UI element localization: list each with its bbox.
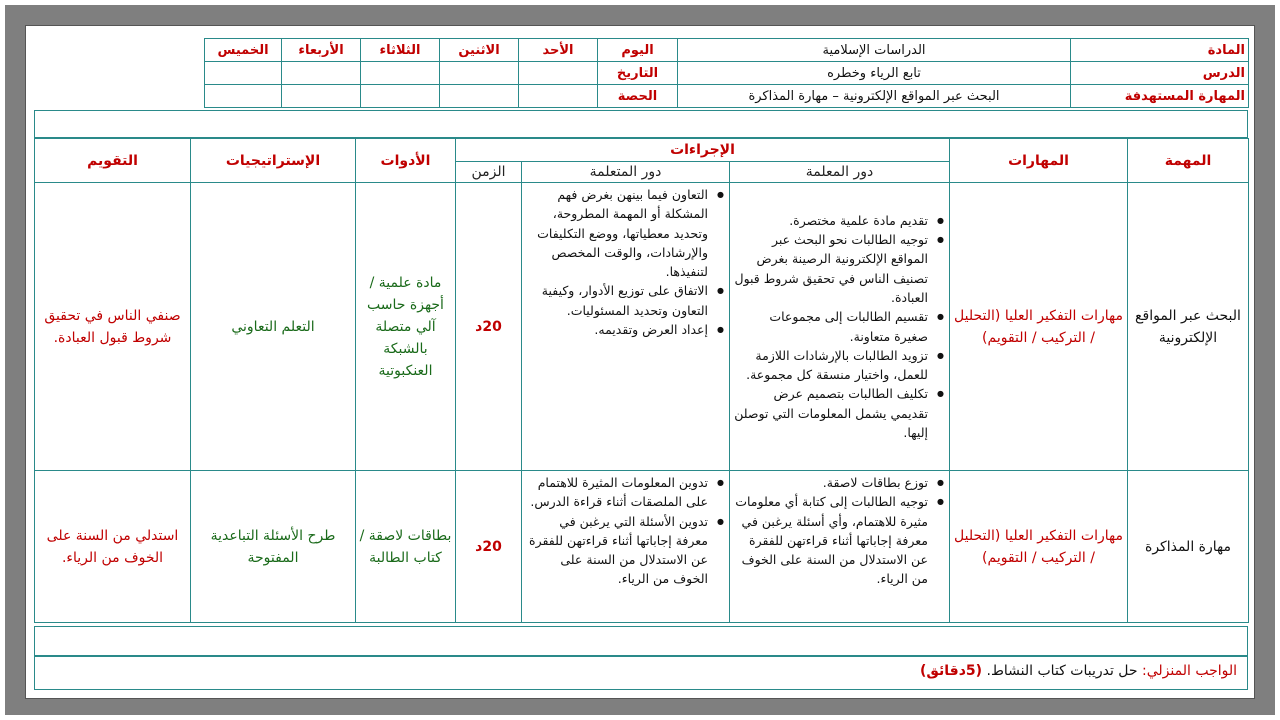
subject-label: المادة: [1071, 39, 1249, 62]
target-skill-label: المهارة المستهدفة: [1071, 85, 1249, 108]
task-cell: مهارة المذاكرة: [1128, 471, 1249, 623]
procedures-table: [34, 138, 1249, 623]
day-label: اليوم: [598, 39, 678, 62]
student-role-cell: [522, 183, 730, 471]
list-item: ● توجيه الطالبات إلى كتابة أي معلومات مثيرة للاهتمام، وأي أسئلة يرغبن في معرفة إجاباتها أثناء قراءتهن للفقرة عن الاستدلال من السنة على الخوف من الرياء.: [733, 492, 928, 588]
header-spacer: [34, 110, 1248, 138]
teacher-role-cell: [730, 183, 950, 471]
period-cell: [519, 85, 598, 108]
list-item: ● تقسيم الطالبات إلى مجموعات صغيرة متعاونة.: [733, 307, 928, 346]
task-cell: البحث عبر المواقع الإلكترونية: [1128, 183, 1249, 471]
skills-cell: مهارات التفكير العليا (التحليل / التركيب / التقويم): [950, 183, 1128, 471]
date-cell: [282, 62, 361, 85]
day-tuesday: الثلاثاء: [361, 39, 440, 62]
lesson-label: الدرس: [1071, 62, 1249, 85]
date-label: التاريخ: [598, 62, 678, 85]
page-frame: [5, 5, 1275, 715]
period-cell: [282, 85, 361, 108]
period-cell: [440, 85, 519, 108]
evaluation-cell: استدلي من السنة على الخوف من الرياء.: [35, 471, 191, 623]
list-item: ● الاتفاق على توزيع الأدوار، وكيفية التعاون وتحديد المسئوليات.: [525, 281, 708, 320]
tools-cell: بطاقات لاصقة / كتاب الطالبة: [356, 471, 456, 623]
period-label: الحصة: [598, 85, 678, 108]
col-student-role: دور المتعلمة: [522, 162, 730, 183]
subject-value: الدراسات الإسلامية: [678, 39, 1071, 62]
list-item: ● تدوين المعلومات المثيرة للاهتمام على الملصقات أثناء قراءة الدرس.: [525, 473, 708, 512]
teacher-role-cell: [730, 471, 950, 623]
time-cell: 20د: [456, 183, 522, 471]
list-item: ● تزويد الطالبات بالإرشادات اللازمة للعمل، واختيار منسقة كل مجموعة.: [733, 346, 928, 385]
homework-duration: (5دقائق): [920, 663, 983, 679]
header-table: [34, 38, 1249, 108]
lesson-value: تابع الرياء وخطره: [678, 62, 1071, 85]
student-role-cell: [522, 471, 730, 623]
day-monday: الاثنين: [440, 39, 519, 62]
col-procedures: الإجراءات: [456, 139, 950, 162]
col-tools: الأدوات: [356, 139, 456, 183]
col-skills: المهارات: [950, 139, 1128, 183]
col-evaluation: التقويم: [35, 139, 191, 183]
list-item: ● تقديم مادة علمية مختصرة.: [733, 211, 928, 230]
tools-cell: مادة علمية / أجهزة حاسب آلي متصلة بالشبكة العنكبوتية: [356, 183, 456, 471]
col-strategies: الإستراتيجيات: [191, 139, 356, 183]
list-item: ● إعداد العرض وتقديمه.: [525, 320, 708, 339]
date-cell: [205, 62, 282, 85]
strategy-cell: التعلم التعاوني: [191, 183, 356, 471]
day-sunday: الأحد: [519, 39, 598, 62]
date-cell: [361, 62, 440, 85]
evaluation-cell: صنفي الناس في تحقيق شروط قبول العبادة.: [35, 183, 191, 471]
homework-label: الواجب المنزلي:: [1142, 663, 1237, 679]
target-skill-value: البحث عبر المواقع الإلكترونية – مهارة المذاكرة: [678, 85, 1071, 108]
col-teacher-role: دور المعلمة: [730, 162, 950, 183]
day-wednesday: الأربعاء: [282, 39, 361, 62]
homework-text: حل تدريبات كتاب النشاط.: [986, 663, 1138, 679]
table-row: [35, 471, 1249, 623]
list-item: ● توزع بطاقات لاصقة.: [733, 473, 928, 492]
day-thursday: الخميس: [205, 39, 282, 62]
footer-spacer: [34, 626, 1248, 656]
period-cell: [205, 85, 282, 108]
list-item: ● تكليف الطالبات بتصميم عرض تقديمي يشمل المعلومات التي توصلن إليها.: [733, 384, 928, 442]
table-row: [35, 183, 1249, 471]
col-time: الزمن: [456, 162, 522, 183]
list-item: ● تدوين الأسئلة التي يرغبن في معرفة إجاباتها أثناء قراءتهن للفقرة عن الاستدلال من السنة على الخوف من الرياء.: [525, 512, 708, 589]
skills-cell: مهارات التفكير العليا (التحليل / التركيب / التقويم): [950, 471, 1128, 623]
homework-row: [34, 656, 1248, 690]
date-cell: [440, 62, 519, 85]
time-cell: 20د: [456, 471, 522, 623]
col-task: المهمة: [1128, 139, 1249, 183]
lesson-plan-sheet: [25, 25, 1255, 699]
list-item: ● توجيه الطالبات نحو البحث عبر المواقع الإلكترونية الرصينة بغرض تصنيف الناس في تحقيق شروط قبول العبادة.: [733, 230, 928, 307]
strategy-cell: طرح الأسئلة التباعدية المفتوحة: [191, 471, 356, 623]
list-item: ● التعاون فيما بينهن بغرض فهم المشكلة أو المهمة المطروحة، وتحديد معطياتها، ووضع التكليفات والإرشادات، والوقت المخصص لتنفيذها.: [525, 185, 708, 281]
date-cell: [519, 62, 598, 85]
period-cell: [361, 85, 440, 108]
